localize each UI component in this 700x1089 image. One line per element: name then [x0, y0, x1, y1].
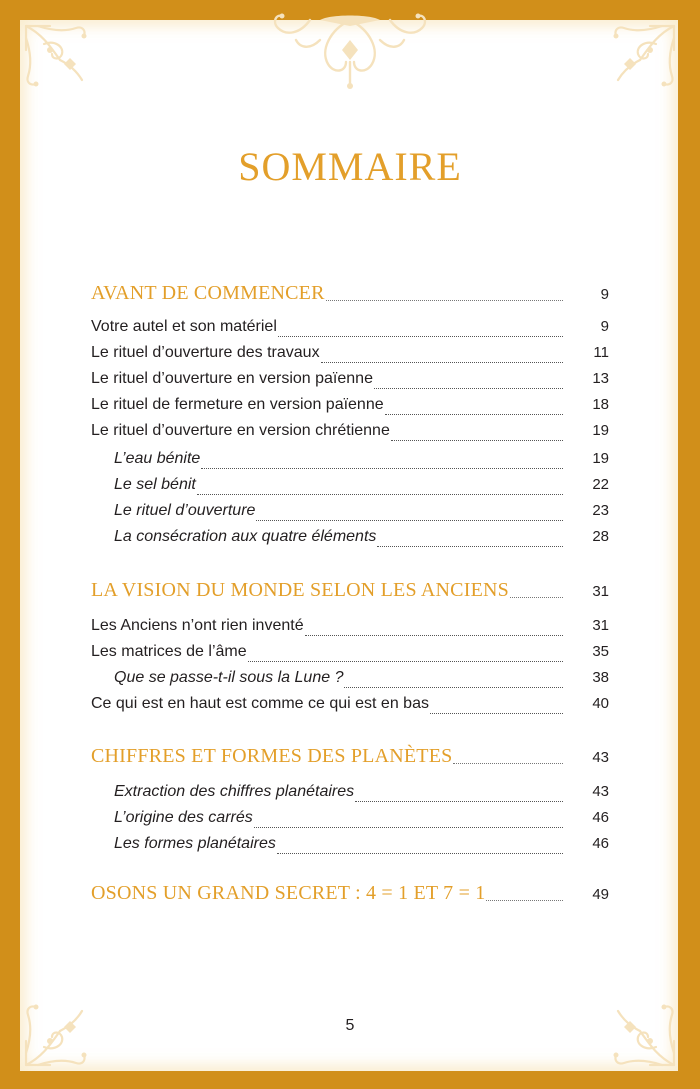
toc-page-number: 9: [600, 286, 609, 303]
toc-page-number: 31: [592, 617, 609, 634]
toc-entry-label: Les Anciens n’ont rien inventé: [91, 617, 304, 634]
toc-page-number: 49: [592, 886, 609, 903]
toc-page-number: 19: [592, 422, 609, 439]
dot-leader: [430, 713, 563, 714]
dot-leader: [391, 440, 563, 441]
dot-leader: [278, 336, 563, 337]
toc-item-row: [91, 370, 609, 394]
dot-leader: [453, 763, 563, 764]
toc-entry-label: OSONS UN GRAND SECRET : 4 = 1 ET 7 = 1: [91, 882, 486, 904]
toc-entry-label: Le sel bénit: [114, 476, 196, 493]
toc-entry-label: Le rituel d’ouverture en version païenne: [91, 370, 373, 387]
dot-leader: [377, 546, 563, 547]
toc-subitem-row: [114, 476, 609, 500]
toc-entry-label: Extraction des chiffres planétaires: [114, 783, 355, 800]
toc-section-row: [91, 745, 609, 769]
dot-leader: [248, 661, 563, 662]
toc-subitem-row: [114, 835, 609, 859]
toc-entry-label: Le rituel d’ouverture en version chrétienne: [91, 422, 390, 439]
dot-leader: [374, 388, 563, 389]
dot-leader: [486, 900, 563, 901]
toc-item-row: [91, 318, 609, 342]
toc-page-number: 43: [592, 783, 609, 800]
toc-page-number: 38: [592, 669, 609, 686]
dot-leader: [197, 494, 563, 495]
toc-entry-label: Le rituel de fermeture en version païenne: [91, 396, 384, 413]
toc-page-number: 18: [592, 396, 609, 413]
toc-entry-label: AVANT DE COMMENCER: [91, 282, 325, 304]
toc-subitem-row: [114, 450, 609, 474]
page-title: SOMMAIRE: [238, 144, 462, 189]
toc-item-row: [91, 344, 609, 368]
dot-leader: [344, 687, 563, 688]
toc-page-number: 22: [592, 476, 609, 493]
toc-entry-label: L’eau bénite: [114, 450, 201, 467]
toc-page-number: 35: [592, 643, 609, 660]
dot-leader: [321, 362, 563, 363]
toc-page-number: 19: [592, 450, 609, 467]
toc-page-number: 23: [592, 502, 609, 519]
dot-leader: [326, 300, 563, 301]
toc-entry-label: Le rituel d’ouverture: [114, 502, 256, 519]
toc-subitem-row: [114, 669, 609, 693]
dot-leader: [254, 827, 563, 828]
toc-page-number: 9: [600, 318, 609, 335]
toc-entry-label: Les matrices de l’âme: [91, 643, 247, 660]
toc-section-row: [91, 282, 609, 306]
toc-entry-label: Les formes planétaires: [114, 835, 276, 852]
dot-leader: [510, 597, 563, 598]
page-number: 5: [345, 1017, 355, 1034]
toc-section-row: [91, 579, 609, 603]
toc-page-number: 13: [592, 370, 609, 387]
toc-subitem-row: [114, 528, 609, 552]
dot-leader: [355, 801, 563, 802]
dot-leader: [305, 635, 563, 636]
toc-entry-label: CHIFFRES ET FORMES DES PLANÈTES: [91, 745, 453, 767]
toc-page-number: 40: [592, 695, 609, 712]
dot-leader: [277, 853, 563, 854]
toc-page-number: 43: [592, 749, 609, 766]
toc-entry-label: Ce qui est en haut est comme ce qui est en bas: [91, 695, 429, 712]
toc-entry-label: L’origine des carrés: [114, 809, 253, 826]
toc-item-row: [91, 396, 609, 420]
toc-subitem-row: [114, 502, 609, 526]
toc-entry-label: LA VISION DU MONDE SELON LES ANCIENS: [91, 579, 509, 601]
toc-item-row: [91, 617, 609, 641]
toc-entry-label: Votre autel et son matériel: [91, 318, 277, 335]
toc-subitem-row: [114, 783, 609, 807]
toc-entry-label: Que se passe-t-il sous la Lune ?: [114, 669, 344, 686]
dot-leader: [201, 468, 563, 469]
toc-page-number: 28: [592, 528, 609, 545]
toc-subitem-row: [114, 809, 609, 833]
toc-page-number: 31: [592, 583, 609, 600]
toc-item-row: [91, 643, 609, 667]
toc-item-row: [91, 422, 609, 446]
toc-entry-label: La consécration aux quatre éléments: [114, 528, 377, 545]
dot-leader: [256, 520, 563, 521]
toc-page-number: 11: [593, 344, 609, 361]
toc-page-number: 46: [592, 835, 609, 852]
dot-leader: [385, 414, 563, 415]
toc-page-number: 46: [592, 809, 609, 826]
toc-item-row: [91, 695, 609, 719]
toc-section-row: [91, 882, 609, 906]
toc-entry-label: Le rituel d’ouverture des travaux: [91, 344, 320, 361]
